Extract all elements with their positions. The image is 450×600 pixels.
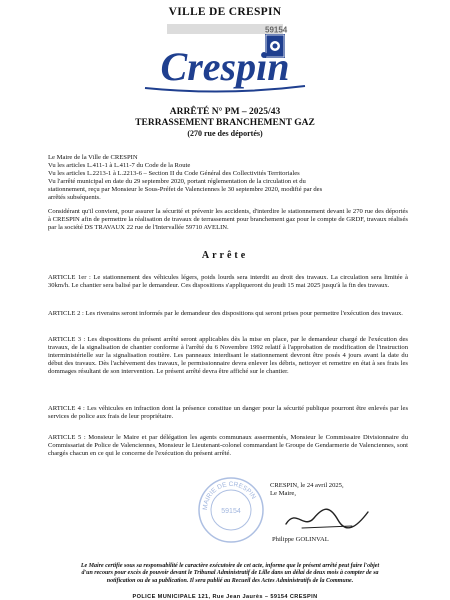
signature-role: Le Maire, [270, 490, 296, 498]
signature-block [270, 482, 410, 498]
article-1 [48, 274, 408, 290]
signature-place-date: CRESPIN, le 24 avril 2025, [270, 482, 344, 489]
mairie-stamp [197, 476, 265, 544]
preamble-line: Le Maire de la Ville de CRESPIN [48, 154, 138, 161]
stamp-text: MAIRIE DE CRESPIN [201, 480, 257, 511]
arrete-address: (270 rue des déportés) [187, 129, 263, 138]
preamble-line: Vu les articles L.411-1 à L.411-7 du Code de la Route [48, 162, 191, 170]
preamble-line: Vu les articles L.2213-1 à L.2213-6 – Section II du Code Général des Collectivités Territoriales [48, 170, 300, 178]
article-5 [48, 434, 408, 458]
article-label: ARTICLE 3 : [48, 336, 86, 343]
article-text: Les riverains seront informés par le demandeur des dispositions qui seront prises pour permettre l'exécution des travaux. [85, 310, 403, 317]
legal-notice: Le Maire certifie sous sa responsabilité le caractère exécutoire de cet acte, informe que le présent arrêté peut faire l'objet d'un recours pour excès de pouvoir devant le Tribunal Administratif de Lille dans un délai de deux mois à compter de sa notification ou de sa publication. Il sera publié au Recueil des Actes Administratifs de la Commune. [80, 563, 380, 584]
signer-name: Philippe GOLINVAL [272, 536, 329, 543]
town-name: VILLE DE CRESPIN [168, 6, 282, 18]
article-label: ARTICLE 4 : [48, 405, 85, 412]
article-4 [48, 405, 408, 421]
arrete-heading: Arrête [201, 250, 249, 261]
article-3 [48, 336, 408, 376]
logo-wordmark: Crespin [160, 44, 290, 89]
preamble-line: stationnement, reçu par Monsieur le Sous-Préfet de Valenciennes le 30 septembre 2020, modifié par des [48, 186, 323, 194]
police-address: POLICE MUNICIPALE 121, Rue Jean Jaurès – 59154 CRESPIN [132, 594, 318, 600]
preamble [48, 154, 408, 203]
considering-paragraph: Considérant qu'il convient, pour assurer la sécurité et prévenir les accidents, d'interdire le stationnement devant le 270 rue des déportés à CRESPIN afin de permettre la réalisation de travaux de terrassement pour branchement gaz pour le compte de GRDF, travaux réalisés par la société DS TRAVAUX 22 rue de l'Intervallée 59710 AVELIN. [48, 208, 408, 232]
article-text: Le stationnement des véhicules légers, poids lourds sera interdit au droit des travaux. La circulation sera limitée à 30km/h. Le chantier sera balisé par le demandeur. Ces dispositions s'appliqueront du jeudi 15 mai 2025 jusqu'à la fin des travaux. [48, 274, 408, 290]
stamp-code: 59154 [221, 508, 241, 515]
article-label: ARTICLE 2 : [48, 310, 84, 317]
handwritten-signature [282, 500, 372, 534]
logo-postcode: 59154 [265, 25, 288, 35]
article-text: Les véhicules en infraction dont la présence constitue un danger pour la sécurité publique pourront être enlevés par les services de police aux frais de leur propriétaire. [48, 405, 409, 421]
article-2 [48, 310, 408, 318]
article-text: Monsieur le Maire et par délégation les agents communaux assermentés, Monsieur le Commissaire Divisionnaire du Commissariat de Police de Valenciennes, Monsieur le Lieutenant-colonel commandant le Groupe de Gendarmerie de Valenciennes, sont chargés chacun en ce qui le concerne de l'exécution du présent arrêté. [48, 434, 408, 458]
article-label: ARTICLE 5 : [48, 434, 86, 441]
arrete-subject: TERRASSEMENT BRANCHEMENT GAZ [135, 118, 315, 128]
preamble-line: Vu l'arrêté municipal en date du 29 septembre 2020, portant réglementation de la circulation et du [48, 178, 306, 186]
article-label: ARTICLE 1er : [48, 274, 91, 281]
preamble-line: arrêtés subséquents. [48, 194, 101, 202]
article-text: Les dispositions du présent arrêté seront applicables dès la mise en place, par le demandeur chargé de l'exécution des travaux, de la signalisation de chantier conforme à l'arrêté du 6 Novembre 1992 relatif à l'approbation de modification de l'instruction interministérielle sur la signalisation routière. Les panneaux interdisant le stationnement devront être posés 4 jours avant la date du début des travaux. Dès l'achèvement des travaux, le permissionnaire devra enlever les débris, nettoyer et remettre en état à ses frais les dommages résultant de son intervention. Le présent arrêté devra être affiché sur le chantier. [48, 336, 408, 376]
crespin-logo [115, 22, 335, 100]
arrete-number: ARRÊTÉ N° PM – 2025/43 [169, 107, 281, 117]
